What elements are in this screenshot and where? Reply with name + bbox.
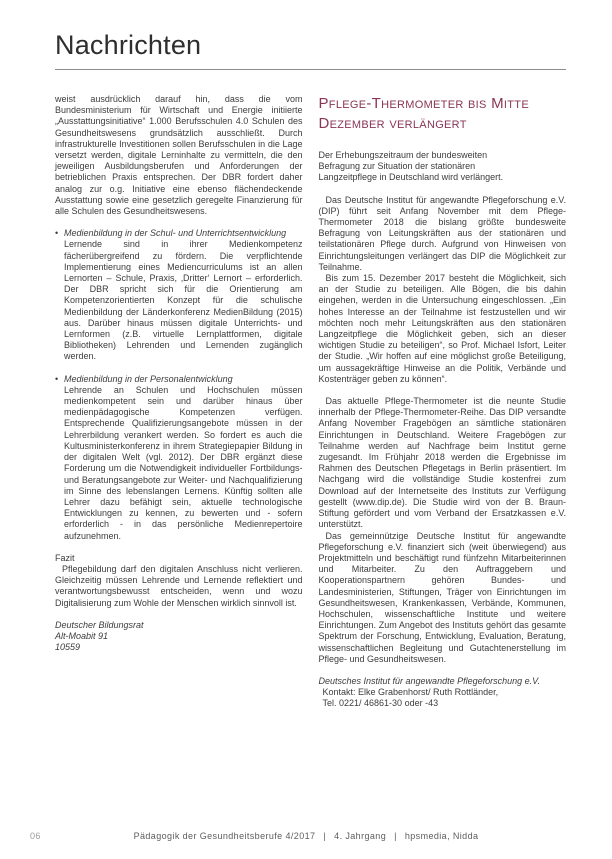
bullet-body: Lehrende an Schulen und Hochschulen müssen medienkompetent sein und darüber hinaus über medienpädagogische Kompetenzen verfügen. Entsprechende Qualifizierungsangebote müssen in der Lehrerbildung verankert werden. So fordert es auch die Kultusministerkonferenz in ihrem Strategiepapier Bildung in der digitalen Welt (vgl. 2012). Der DBR ergänzt diese Forderung um die Notwendigkeit individueller Fortbildungs- und Beratungsangebote zur Weiter- und Nachqualifizierung im Sinne des lebenslangen Lernens. Künftig sollten alle Lehrer dazu befähigt sein, aktuelle technologische Entwicklungen zu kennen, zu bewerten und - sofern erforderlich - in das persönliche Medienrepertoire aufzunehmen.	[64, 384, 303, 541]
source-postal-code: 10559	[55, 642, 81, 653]
article-paragraph: Das aktuelle Pflege-Thermometer ist die neunte Studie innerhalb der Pflege-Thermometer-Reihe. Das DIP versandte Anfang November Fragebögen an sämtliche stationären Einrichtungen in Deutschland. Weitere Fragebögen zur Teilnahme werden auf Nachfrage beim Institut gerne zugesandt. Im Frühjahr 2018 werden die Ergebnisse im Rahmen des Deutschen Pflegetags in Berlin präsentiert. Im Nachgang wird die vollständige Studie kostenfrei zum Download auf der Internetseite des Instituts zur Verfügung gestellt (www.dip.de). Die Studie wird von der B. Braun-Stiftung gefördert und vom Verband der Ersatzkassen e.V. unterstützt.	[318, 396, 566, 530]
footer-journal-line	[0, 831, 612, 841]
footer-journal-title: Pädagogik der Gesundheitsberufe 4/2017	[133, 831, 316, 841]
page-number: 06	[30, 831, 41, 841]
footer-volume: 4. Jahrgang	[334, 831, 387, 841]
bullet-body: Lernende sind in ihrer Medienkompetenz fächerübergreifend zu fördern. Die verpflichtende Implementierung eines Mediencurriculums ist an allen Lernorten – Schule, Praxis, ‚Dritter‘ Lernort – erforderlich. Der DBR spricht sich für die Orientierung am Kompetenzorientierten Konzept für die schulische Medienbildung der Länderkonferenz MedienBildung (2015) aus. Darüber hinaus müssen digitale Unterrichts- und Lernformen (z.B. virtuelle Lernplattformen, digitale Bibliotheken) Lehrenden und Lernenden zugänglich werden.	[64, 239, 303, 362]
page-footer	[0, 831, 612, 841]
article-standfirst	[319, 150, 567, 184]
left-column	[55, 94, 303, 710]
continued-paragraph: weist ausdrücklich darauf hin, dass die vom Bundesministerium für Wirtschaft und Energie initiierte „Ausstattungsinitiative“ 1.000 Berufsschulen 4.0 Schulen des Gesundheitswesens grundsätzlich ausschließt. Durch infrastrukturelle Investitionen sollen Berufsschulen in die Lage versetzt werden, digitale Lerninhalte zu vermitteln, die den jeweiligen Ausbildungsberufen und Anforderungen der betrieblichen Praxis entsprechen. Der DBR fordert daher analog zur o.g. Initiative eine ebenso flächendeckende Ausstattung sowie eine gesetzlich geregelte Finanzierung für alle Schulen des Gesundheitswesens.	[55, 94, 303, 217]
footer-separator: |	[323, 831, 327, 841]
source-street: Alt-Moabit 91	[55, 630, 109, 641]
article-paragraph: Das Deutsche Institut für angewandte Pflegeforschung e.V. (DIP) führt seit Anfang November mit dem Pflege-Thermometer 2018 die bislang größte bundesweite Befragung von Leitungskräften aus der stationären und teilstationären Pflege durch. Aufgrund von Hinweisen von Einrichtungsleitungen verlängert das DIP die Möglichkeit zur Teilnahme.	[318, 194, 566, 272]
standfirst-line: Befragung zur Situation der stationären	[318, 161, 476, 172]
source-organization: Deutscher Bildungsrat	[55, 619, 144, 630]
two-column-layout	[55, 94, 566, 710]
fazit-paragraph: Pflegebildung darf den digitalen Anschluss nicht verlieren. Gleichzeitig müssen Lehrende und Lernende reflektiert und verantwortungsbewusst entscheiden, wenn und wozu Digitalisierung zum Wohle der Menschen wirklich sinnvoll ist.	[55, 563, 303, 608]
article-paragraph: Bis zum 15. Dezember 2017 besteht die Möglichkeit, sich an der Studie zu beteiligen. Alle Bögen, die bis dahin eingehen, werden in die Untersuchung eingeschlossen. „Ein hohes Interesse an der Teilnahme ist festzustellen und wir möchten noch mehr Leitungskräften aus den stationären Langzeitpflege die Möglichkeit geben, sich an dieser wichtigen Studie zu beteiligen“, so Prof. Michael Isfort, Leiter der Studie. „Wir hoffen auf eine möglichst große Beteiligung, um aussagekräftige Hinweise an die Politik, Verbände und Kostenträger geben zu können“.	[318, 273, 566, 384]
page-title: Nachrichten	[55, 30, 202, 60]
footer-publisher: hpsmedia, Nidda	[404, 831, 479, 841]
bullet-item-schul-und-unterrichtsentwicklung	[55, 228, 303, 362]
standfirst-line: Der Erhebungszeitraum der bundesweiten	[318, 150, 488, 160]
right-column	[319, 94, 567, 710]
fazit-label: Fazit	[55, 552, 75, 563]
contact-institute: Deutsches Institut für angewandte Pflegeforschung e.V.	[318, 675, 540, 686]
bullet-item-personalentwicklung	[55, 374, 303, 542]
contact-attribution-block	[319, 676, 567, 710]
source-attribution-block	[55, 620, 303, 654]
article-paragraph: Das gemeinnützige Deutsche Institut für angewandte Pflegeforschung e.V. finanziert sich (weit überwiegend) aus Projektmitteln und beschäftigt rund fünfzehn Mitarbeiterinnen und Mitarbeiter. Zu den Auftraggebern und Kooperationspartnern gehören Bundes- und Landesministerien, Stiftungen, Träger von Einrichtungen im Gesundheitswesen, Krankenkassen, Verbände, Kommunen, Hochschulen, wissenschaftliche Institute und weitere Einrichtungen. Zum Angebot des Instituts gehört das gesamte Spektrum der Forschung, Entwicklung, Evaluation, Beratung, wissenschaftlichen Begleitung und Gutachtenerstellung im Pflege- und Gesundheitswesen.	[318, 530, 566, 664]
bullet-lead-italic: • Medienbildung in der Schul- und Unterrichtsentwicklung	[64, 228, 287, 239]
contact-phone: Tel. 0221/ 46861-30 oder -43	[322, 698, 439, 709]
bullet-lead-italic: • Medienbildung in der Personalentwicklung	[64, 373, 233, 384]
standfirst-line: Langzeitpflege in Deutschland wird verlängert.	[318, 172, 504, 183]
footer-separator: |	[394, 831, 397, 841]
title-divider	[55, 69, 566, 70]
contact-persons: Kontakt: Elke Grabenhorst/ Ruth Rottländer,	[322, 687, 499, 698]
article-heading: Pflege-Thermometer bis Mitte Dezember verlängert	[318, 95, 529, 132]
